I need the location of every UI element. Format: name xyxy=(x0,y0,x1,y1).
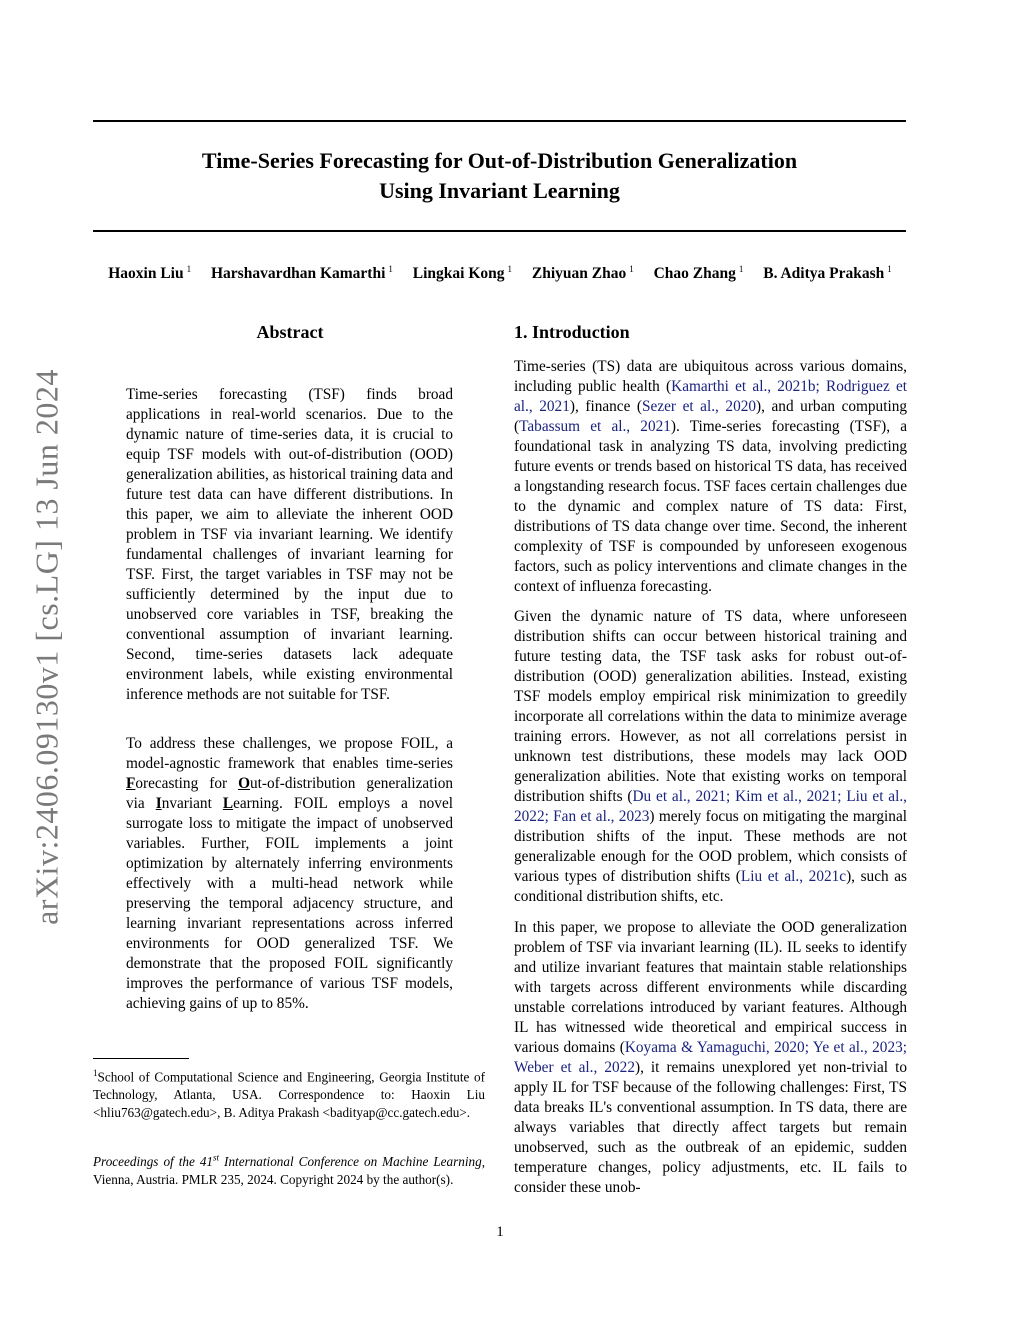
paragraph-text: Given the dynamic nature of TS data, where unforeseen distribution shifts can occur between historical training and future testing data, the TSF task asks for robust out-of-distribution (OOD) generalization abilities. Instead, existing TSF models employ empirical risk minimization to greedily incorporate all correlations within the data to minimize average training errors. However, as not all correlations persist in unknown test distributions, these models may lack OOD generalization abilities. Note that existing works on temporal distribution shifts ( xyxy=(514,608,907,805)
paragraph-text: In this paper, we propose to alleviate the OOD generalization problem of TSF via invariant learning (IL). IL seeks to identify and utilize invariant features that maintain stable relationships with targets across different environments while discarding unstable correlations introduced by variant features. Although IL has witnessed wide theoretical and empirical success in various domains ( xyxy=(514,919,907,1056)
author: B. Aditya Prakash $^1$ xyxy=(763,264,892,282)
title-line-1: Time-Series Forecasting for Out-of-Distribution Generalization xyxy=(201,148,798,173)
arxiv-identifier: arXiv:2406.09130v1 [cs.LG] 13 Jun 2024 xyxy=(28,369,65,925)
paragraph-text: ) merely focus on mitigating the marginal distribution shifts of the input. These methods are not generalizable enough for the OOD problem, which consists of various types of distribution shifts ( xyxy=(514,808,907,885)
abstract-paragraph-2: To address these challenges, we propose FOIL, a model-agnostic framework that enables time-series Forecasting for Out-of-distribution generalization via Invariant Learning. FOIL employs a novel surrogate loss to mitigate the impact of unobserved variables. Further, FOIL implements a joint optimization by alternately inferring environments effectively with a multi-head network while preserving the temporal adjacency structure, and learning invariant representations across inferred environments for OOD generalized TSF. We demonstrate that the proposed FOIL significantly improves the performance of various TSF models, achieving gains of up to 85%. xyxy=(126,735,453,1012)
intro-paragraph-2 xyxy=(514,607,907,907)
intro-paragraph-3 xyxy=(514,918,907,1198)
paragraph-text: ). Time-series forecasting (TSF), a foundational task in analyzing TS data, involving predicting future events or trends based on historical TS data, has received a longstanding research focus. TSF faces certain challenges due to the dynamic and complex nature of TS data: First, distributions of TS data change over time. Second, the inherent complexity of TSF is compounded by unforeseen exogenous factors, such as policy interventions and climate changes in the context of influenza forecasting. xyxy=(514,418,907,595)
citation-link[interactable]: Kamarthi et al., 2021b; Rodriguez et al., 2021 xyxy=(514,378,907,415)
abstract-paragraph-1: Time-series forecasting (TSF) finds broad applications in real-world scenarios. Due to the dynamic nature of time-series data, it is crucial to equip TSF models with out-of-distribution (OOD) generalization abilities, as historical training data and future test data can have different distributions. In this paper, we aim to alleviate the inherent OOD problem in TSF via invariant learning. We identify fundamental challenges of invariant learning for TSF. First, the target variables in TSF may not be sufficiently determined by the input due to unobserved core variables in TSF, breaking the conventional assumption of invariant learning. Second, time-series datasets lack adequate environment labels, while existing environmental inference methods are not suitable for TSF. xyxy=(126,386,453,703)
citation-link[interactable]: Koyama & Yamaguchi, 2020; Ye et al., 2023; Weber et al., 2022 xyxy=(514,1039,907,1076)
paragraph-text: Time-series (TS) data are ubiquitous across various domains, including public health ( xyxy=(514,358,907,395)
title-top-rule xyxy=(93,120,906,122)
citation-link[interactable]: Liu et al., 2021c xyxy=(740,868,847,885)
intro-paragraph-1 xyxy=(514,357,907,597)
citation-link[interactable]: Du et al., 2021; Kim et al., 2021; Liu et al., 2022; Fan et al., 2023 xyxy=(514,788,907,825)
author: Haoxin Liu $^1$ xyxy=(108,264,192,282)
title-bottom-rule xyxy=(93,230,906,232)
author: Chao Zhang $^1$ xyxy=(653,264,744,282)
author: Harshavardhan Kamarthi $^1$ xyxy=(210,264,393,282)
proceedings-note: Proceedings of the 41st International Conference on Machine Learning, Vienna, Austria. PMLR 235, 2024. Copyright 2024 by the author(s). xyxy=(93,1153,485,1188)
paragraph-text: ), it remains unexplored yet non-trivial to apply IL for TSF because of the following challenges: First, TS data breaks IL's conventional assumption. In TS data, there are always variables that directly affect targets but remain unobserved, such as the outbreak of an epidemic, sudden temperature changes, policy adjustments, etc. IL fails to consider these unob- xyxy=(514,1059,907,1196)
introduction-heading: 1. Introduction xyxy=(514,322,630,342)
paragraph-text: ), such as conditional distribution shifts, etc. xyxy=(514,868,907,905)
abstract-heading: Abstract xyxy=(256,322,324,342)
affiliation-footnote: $^1$School of Computational Science and Engineering, Georgia Institute of Technology, Atlanta, USA. Correspondence to: Haoxin Liu <hliu763@gatech.edu>, B. Aditya Prakash <badityap@cc.gatech.edu>. xyxy=(93,1068,485,1121)
author: Lingkai Kong $^1$ xyxy=(412,264,512,282)
page-number: 1 xyxy=(496,1224,504,1240)
paragraph-text: ), and urban computing ( xyxy=(514,398,908,435)
paragraph-text: ), finance ( xyxy=(569,398,643,415)
footnote-rule xyxy=(93,1058,189,1059)
citation-link[interactable]: Sezer et al., 2020 xyxy=(642,398,757,415)
paper-title xyxy=(93,146,906,206)
author-list xyxy=(60,264,940,283)
author: Zhiyuan Zhao $^1$ xyxy=(531,264,634,282)
title-line-2: Using Invariant Learning xyxy=(379,178,620,203)
citation-link[interactable]: Tabassum et al., 2021 xyxy=(519,418,671,435)
